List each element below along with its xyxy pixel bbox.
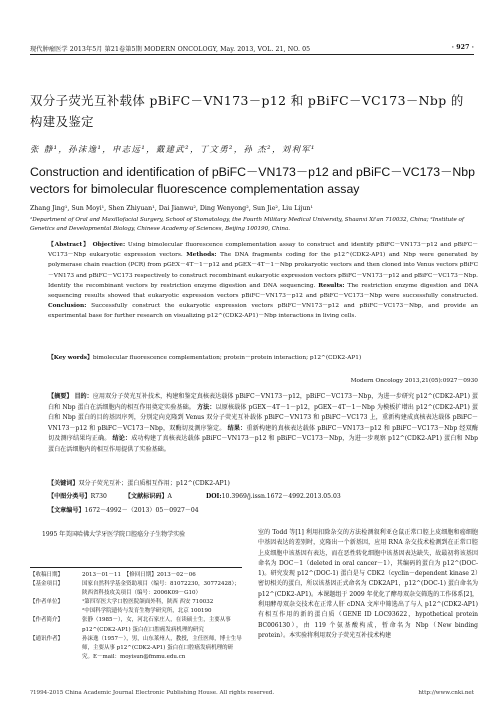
doc-label: 【文献标识码】 bbox=[124, 493, 168, 500]
clc-value: R730 bbox=[90, 493, 107, 500]
header-rule bbox=[30, 54, 474, 55]
cnki-link[interactable]: http://www.cnki.net bbox=[418, 690, 474, 696]
results-text: The restriction enzyme digestion and DNA sequencing results showed that eukaryotic expression vectors pBiFC－VN173－p12 and pBiFC－VC173－Nbp were successfully constructed. bbox=[48, 282, 479, 300]
footnote-text: ²中国科学院遗传与发育生物学研究所，北京 100190 bbox=[82, 608, 212, 615]
doi-value: 10.3969/j.issn.1672－4992.2013.05.03 bbox=[221, 493, 341, 500]
footnote-text: 孙沫逸（1957－），男，山东莱州人，教授，主任医师，博士生导师，主要从事 p12^(CDK2-AP1) 蛋白在口腔癌发病机理的研究。E－mail：moyisun@fmmu.edu.cn bbox=[82, 635, 242, 660]
clc-label: 【中图分类号】 bbox=[48, 493, 91, 500]
footnote-label: 【基金项目】 bbox=[30, 581, 64, 588]
body-left-column: 1995 年美国哈佛大学牙医学院口腔癌分子生物学实验 bbox=[42, 531, 186, 538]
footnote-label: 【收稿日期】 bbox=[30, 572, 64, 578]
journal-header: 现代肿瘤医学 2013年5月 第21卷第5期 MODERN ONCOLOGY, May. 2013, VOL. 21, NO. 05 bbox=[30, 46, 311, 53]
abstract-chinese bbox=[48, 392, 478, 456]
abstract-cn-label: 【摘要】 bbox=[48, 393, 73, 400]
doc-field bbox=[125, 491, 172, 500]
conclusion-text: Successfully construct the eukaryotic expression vectors pBiFC－VN173－p12 and pBiFC－VC173－Nbp, and provide an experimental base for further research on visualizing p12^(CDK2-AP1)－Nbp interactions in living cells. bbox=[48, 303, 478, 320]
objective-cn-text: 应用双分子荧光互补技术，构建和鉴定真核表达载体 pBiFC－VN173－p12，pBiFC－VC173－Nbp，为进一步研究 p12^(CDK2-AP1) 蛋白和 Nbp 蛋白在活细胞内的相互作用奠定实验基础。 bbox=[48, 393, 479, 411]
footnote-text: 2013－01－11 【修回日期】2013－02－06 bbox=[82, 572, 196, 578]
results-label: Results: bbox=[318, 282, 345, 289]
keywords-english bbox=[48, 353, 478, 363]
footnote-label bbox=[30, 607, 82, 616]
footnote-text: 国家自然科学基金资助项目（编号：81072230，30772428）；陕西省科技攻关项目（编号：2006K09－G10） bbox=[82, 581, 240, 597]
footnote-label: 【作者单位】 bbox=[30, 599, 64, 606]
footnote-affiliation bbox=[30, 598, 242, 607]
classification-row bbox=[48, 491, 478, 500]
clc-field bbox=[48, 491, 107, 500]
keywords-text: bimolecular fluorescence complementation; protein－protein interaction; p12^(CDK2-AP1) bbox=[92, 355, 362, 361]
keywords-cn-label: 【关键词】 bbox=[48, 480, 79, 487]
footnote-text: 张静（1985－），女，河北石家庄人，在读硕士生，主要从事 p12^(CDK2-AP1) 蛋白在口腔癌发病机理的研究 bbox=[82, 617, 231, 633]
running-header bbox=[30, 44, 474, 53]
doi-field bbox=[206, 491, 341, 500]
methods-cn-text: 以原核载体 pGEX－4T－1－p12，pGEX－4T－1－Nbp 为模板扩增出 p12^(CDK2-AP1) 蛋白和 Nbp 蛋白的目的基因序列，分别定向克隆到 Venus 双分子荧光互补载体 pBiFC－VN173 和 pBiFC－VC173 上，重新构建成真核表达载体 pBiFC－VN173－p12 和 pBiFC－VC173－Nbp，双酶切及测序鉴定。 bbox=[48, 403, 479, 432]
affiliation-english: ¹Department of Oral and Maxillofacial Surgery, School of Stomatology, the Fourth Military Medical University, Shaanxi Xi'an 710032, China; ²Institute of Genetics and Developmental Biology, Chinese Academy of Sciences, Beijing 100190, China. bbox=[30, 217, 464, 232]
footnote-corresponding bbox=[30, 635, 242, 662]
article-id bbox=[48, 505, 199, 514]
doi-label: DOI: bbox=[205, 493, 222, 500]
abstract-english bbox=[48, 240, 478, 322]
methods-label: Methods: bbox=[186, 252, 217, 259]
authors-english: Zhang Jing¹, Sun Moyi¹, Shen Zhiyuan¹, Dai Jianwu², Ding Wenyong², Sun Jie², Liu Lijun¹ bbox=[30, 205, 313, 212]
results-cn-text: 重新构建的真核表达载体 pBiFC－VN173－p12 和 pBiFC－VC173－Nbp 经双酶切及测序结果均正确。 bbox=[48, 424, 479, 443]
conclusion-label: Conclusion: bbox=[48, 303, 87, 310]
objective-label: Objective: bbox=[92, 242, 126, 248]
footnote-label: 【通讯作者】 bbox=[30, 635, 64, 642]
doc-value: A bbox=[167, 493, 172, 500]
citation: Modern Oncology 2013,21(05):0927－0930 bbox=[350, 378, 478, 384]
abstract-label: 【Abstract】 bbox=[48, 242, 90, 248]
footnote-text: ¹第四军医大学口腔医院颌面外科，陕西 西安 710032 bbox=[82, 599, 214, 606]
conclusion-cn-text: 成功构建了真核表达载体 pBiFC－VN173－p12 和 pBiFC－VC173－Nbp，为进一步观察 p12^(CDK2-AP1) 蛋白和 Nbp 蛋白在活细胞内的相互作用提供了实验基础。 bbox=[48, 435, 479, 453]
footnote-affiliation-2 bbox=[30, 607, 242, 616]
methods-text: The DNA fragments coding for the p12^(CDK2-AP1) and Nbp were generated by polymerase chain reaction (PCR) from pGEX－4T－1－p12 and pGEX－4T－1－Nbp prokaryotic vectors and then cloned into Venus vectors pBiFC－VN173 and pBiFC－VC173 respectively to construct recombinant eukaryotic expression vectors pBiFC－VN173－p12 and pBiFC－VC173－Nbp. Identify the recombinant vectors by restriction enzyme digestion and DNA sequencing. bbox=[48, 252, 478, 289]
article-id-label: 【文章编号】 bbox=[48, 507, 85, 514]
footnote-rule bbox=[30, 567, 242, 568]
copyright-footer bbox=[30, 690, 474, 696]
copyright-text: ?1994-2015 China Academic Journal Electronic Publishing House. All rights reserved. bbox=[30, 690, 275, 696]
footnote-funding bbox=[30, 580, 242, 598]
results-cn-label: 结果： bbox=[227, 424, 247, 432]
keywords-label: 【Key words】 bbox=[48, 355, 93, 361]
objective-cn-label: 目的： bbox=[74, 393, 93, 400]
title-chinese: 双分子荧光互补载体 pBiFC－VN173－p12 和 pBiFC－VC173－Nbp 的构建及鉴定 bbox=[30, 93, 464, 129]
objective-text: Using bimolecular fluorescence complementation assay to construct and identify pBiFC－VN173－p12 and pBiFC－VC173－Nbp eukaryotic expression vectors. bbox=[48, 242, 479, 259]
keywords-chinese bbox=[48, 478, 478, 487]
article-id-value: 1672－4992－（2013）05－0927－04 bbox=[84, 507, 199, 514]
conclusion-cn-label: 结论： bbox=[112, 435, 132, 443]
page-number: · 927 · bbox=[451, 44, 474, 51]
body-right-column: 室的 Todd 等[1] 利用扣除杂交的方法检测叙利亚仓鼠正常口腔上皮细胞和癌细胞中基因表达的差别时，克隆出一个新基因，应用 RNA 杂交技术检测到在正常口腔上皮细胞中该基因有表达，而在恶性转化细胞中该基因表达缺失，故最初将该基因命名为 DOC－1（deleted in oral cancer－1），其编码的蛋白为 p12^(DOC-1)。研究发现 p12^(DOC-1) 蛋白是与 CDK2（cyclin－dependent kinase 2）密切相关的蛋白，所以该基因正式命名为 CDK2AP1，p12^(DOC-1) 蛋白命名为 p12^(CDK2-AP1)。本课题组于 2009 年优化了酵母双杂交筛选的工作体系[2]，利用酵母双杂交技术在正常人肝 cDNA 文库中筛选出了与人 p12^(CDK2-AP1) 有相互作用的新的蛋白质（GENE ID LOC93622，hypothetical protein BC006130），由 119 个氨基酸构成，暂命名为 Nbp（New binding protein）。本实验将利用双分子荧光互补技术构建 bbox=[258, 529, 478, 639]
footnote-author-bio bbox=[30, 616, 242, 634]
footnotes bbox=[30, 571, 242, 662]
keywords-cn-text: 双分子荧光互补；蛋白质相互作用；p12^(CDK2-AP1) bbox=[78, 480, 230, 487]
footnote-received bbox=[30, 571, 242, 580]
title-english: Construction and identification of pBiFC－VN173－p12 and pBiFC－VC173－Nbp vectors for bimolecular fluorescence complementation assay bbox=[30, 165, 475, 196]
methods-cn-label: 方法： bbox=[197, 403, 216, 411]
authors-chinese: 张 静¹，孙沫逸¹，申志远¹，戴建武²，丁文勇²，孙 杰²，刘利军¹ bbox=[30, 144, 316, 154]
footnote-label: 【作者简介】 bbox=[30, 617, 64, 624]
